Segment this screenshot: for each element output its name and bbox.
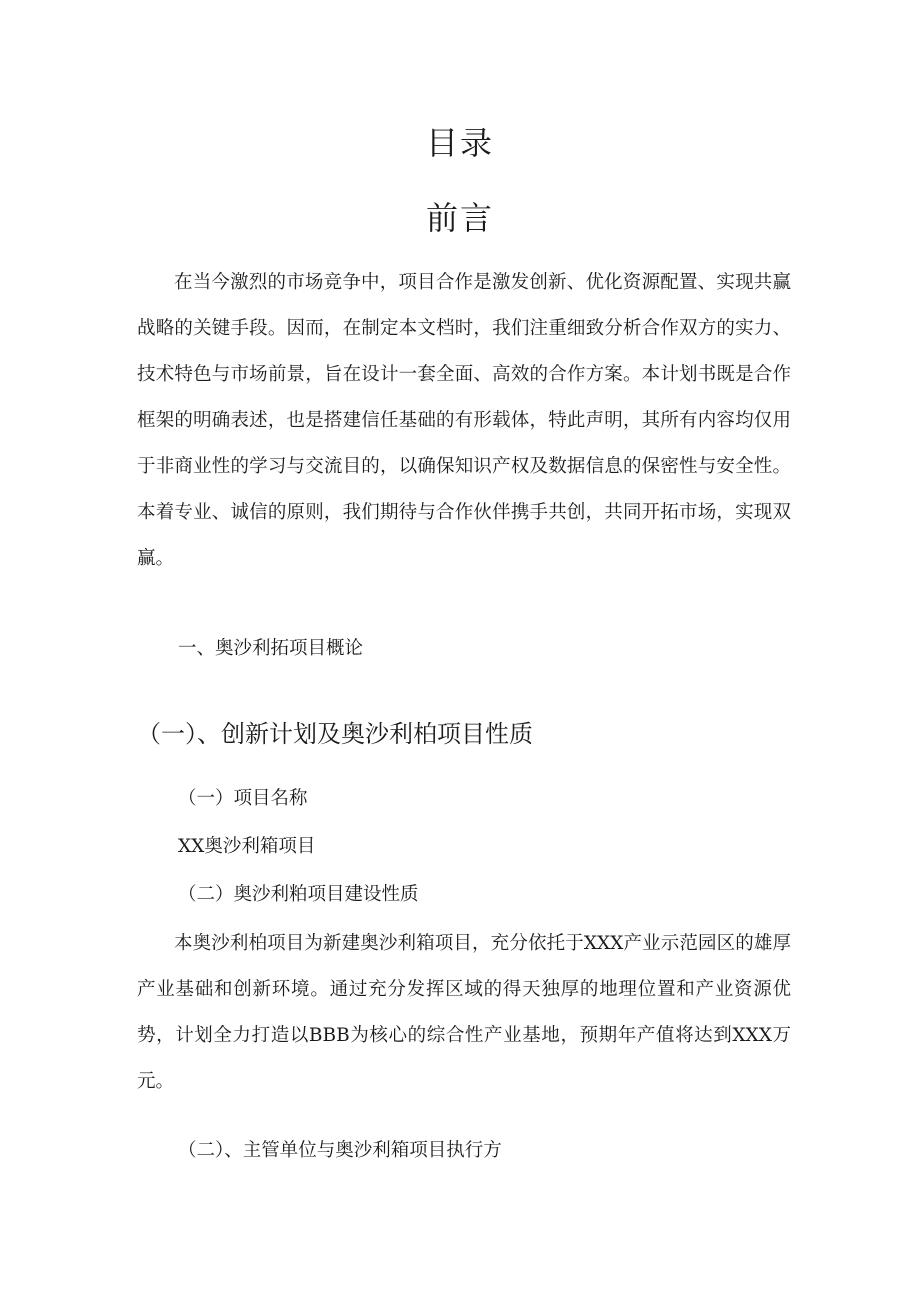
toc-title: 目录: [425, 124, 494, 162]
construction-paragraph: 本奥沙利柏项目为新建奥沙利箱项目，充分依托于XXX产业示范园区的雄厚产业基础和创新环境。通过充分发挥区域的得天独厚的地理位置和产业资源优势，计划全力打造以BBB为核心的综合性产业基地，预期年产值将达到XXX万元。: [137, 933, 791, 1092]
item-name-label: （一）项目名称: [178, 788, 308, 809]
preface-paragraph: 在当今激烈的市场竞争中，项目合作是激发创新、优化资源配置、实现共赢战略的关键手段。因而，在制定本文档时，我们注重细致分析合作双方的实力、技术特色与市场前景，旨在设计一套全面、高效的合作方案。本计划书既是合作框架的明确表述，也是搭建信任基础的有形载体，特此声明，其所有内容均仅用于非商业性的学习与交流目的，以确保知识产权及数据信息的保密性与安全性。本着专业、诚信的原则，我们期待与合作伙伴携手共创，共同开拓市场，实现双赢。: [137, 272, 791, 569]
preface-title: 前言: [425, 199, 494, 237]
section-1-2-heading: （二）、主管单位与奥沙利箱项目执行方: [178, 1140, 502, 1161]
construction-nature-label: （二）奥沙利粕项目建设性质: [178, 884, 419, 905]
section-1-1-heading: （一）、创新计划及奥沙利柏项目性质: [137, 720, 533, 748]
section-1-heading: 一、奥沙利拓项目概论: [178, 638, 364, 659]
project-name: XX奥沙利箱项目: [178, 836, 316, 857]
